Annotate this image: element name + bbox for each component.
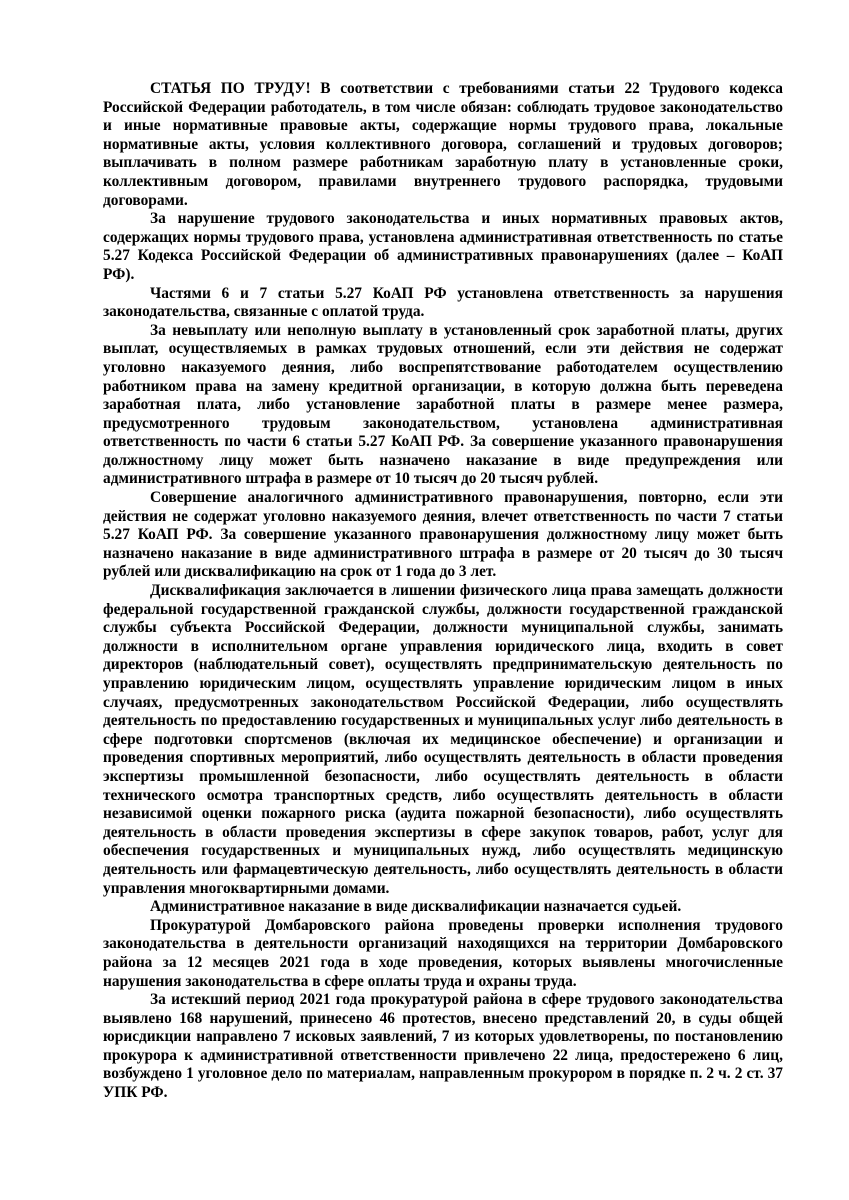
paragraph-judge-assigns: Административное наказание в виде дисквалификации назначается судьей. <box>150 898 682 916</box>
paragraph-administrative-liability: За нарушение трудового законодательства и иных нормативных правовых актов, содержащих нормы трудового права, установлена административная ответственность по статье 5.27 Кодекса Российской Федерации об административных правонарушениях (далее – КоАП РФ). <box>103 210 783 283</box>
document-page <box>103 80 783 1103</box>
paragraph-non-payment-wages: За невыплату или неполную выплату в установленный срок заработной платы, других выплат, осуществляемых в рамках трудовых отношений, если эти действия не содержат уголовно наказуемого деяния, либо воспрепятствование работодателем осуществлению работником права на замену кредитной организации, в которую должна быть переведена заработная плата, либо установление заработной платы в размере менее размера, предусмотренного трудовым законодательством, установлена административная ответственность по части 6 статьи 5.27 КоАП РФ. За совершение указанного правонарушения должностному лицу может быть назначено наказание в виде предупреждения или административного штрафа в размере от 10 тысяч до 20 тысяч рублей. <box>103 321 783 488</box>
paragraph-2021-results: За истекший период 2021 года прокуратурой района в сфере трудового законодательства выявлено 168 нарушений, принесено 46 протестов, внесено представлений 20, в суды общей юрисдикции направлено 7 исковых заявлений, 7 из которых удовлетворены, по постановлению прокурора к административной ответственности привлечено 22 лица, предостережено 6 лиц, возбуждено 1 уголовное дело по материалам, направленным прокурором в порядке п. 2 ч. 2 ст. 37 УПК РФ. <box>103 991 783 1102</box>
paragraph-prosecutor-checks: Прокуратурой Домбаровского района проведены проверки исполнения трудового законодательства в деятельности организаций находящихся на территории Домбаровского района за 12 месяцев 2021 года в ходе проведения, которых выявлены многочисленные нарушения законодательства в сфере оплаты труда и охраны труда. <box>103 916 783 990</box>
paragraph-labor-code-article-22: СТАТЬЯ ПО ТРУДУ! В соответствии с требованиями статьи 22 Трудового кодекса Российской Федерации работодатель, в том числе обязан: соблюдать трудовое законодательство и иные нормативные правовые акты, содержащие нормы трудового права, локальные нормативные акты, условия коллективного договора, соглашений и трудовых договоров; выплачивать в полном размере работникам заработную плату в установленные сроки, коллективным договором, правилами внутреннего трудового распорядка, трудовыми договорами. <box>103 80 783 209</box>
paragraph-repeated-offense: Совершение аналогичного административного правонарушения, повторно, если эти действия не содержат уголовно наказуемого деяния, влечет ответственность по части 7 статьи 5.27 КоАП РФ. За совершение указанного правонарушения должностному лицу может быть назначено наказание в виде административного штрафа в размере от 20 тысяч до 30 тысяч рублей или дисквалификацию на срок от 1 года до 3 лет. <box>103 489 783 581</box>
paragraph-parts-6-7: Частями 6 и 7 статьи 5.27 КоАП РФ установлена ответственность за нарушения законодательства, связанные с оплатой труда. <box>103 284 783 321</box>
paragraph-disqualification: Дисквалификация заключается в лишении физического лица права замещать должности федеральной государственной гражданской службы, должности государственной гражданской службы субъекта Российской Федерации, должности муниципальной службы, занимать должности в исполнительном органе управления юридического лица, входить в совет директоров (наблюдательный совет), осуществлять предпринимательскую деятельность по управлению юридическим лицом, осуществлять управление юридическим лицом в иных случаях, предусмотренных законодательством Российской Федерации, либо осуществлять деятельность по предоставлению государственных и муниципальных услуг либо деятельность в сфере подготовки спортсменов (включая их медицинское обеспечение) и организации и проведения спортивных мероприятий, либо осуществлять деятельность в области проведения экспертизы промышленной безопасности, либо осуществлять деятельность в области технического осмотра транспортных средств, либо осуществлять деятельность в области независимой оценки пожарного риска (аудита пожарной безопасности), либо осуществлять деятельность в области проведения экспертизы в сфере закупок товаров, работ, услуг для обеспечения государственных и муниципальных нужд, либо осуществлять медицинскую деятельность или фармацевтическую деятельность, либо осуществлять деятельность в области управления многоквартирными домами. <box>103 582 783 897</box>
